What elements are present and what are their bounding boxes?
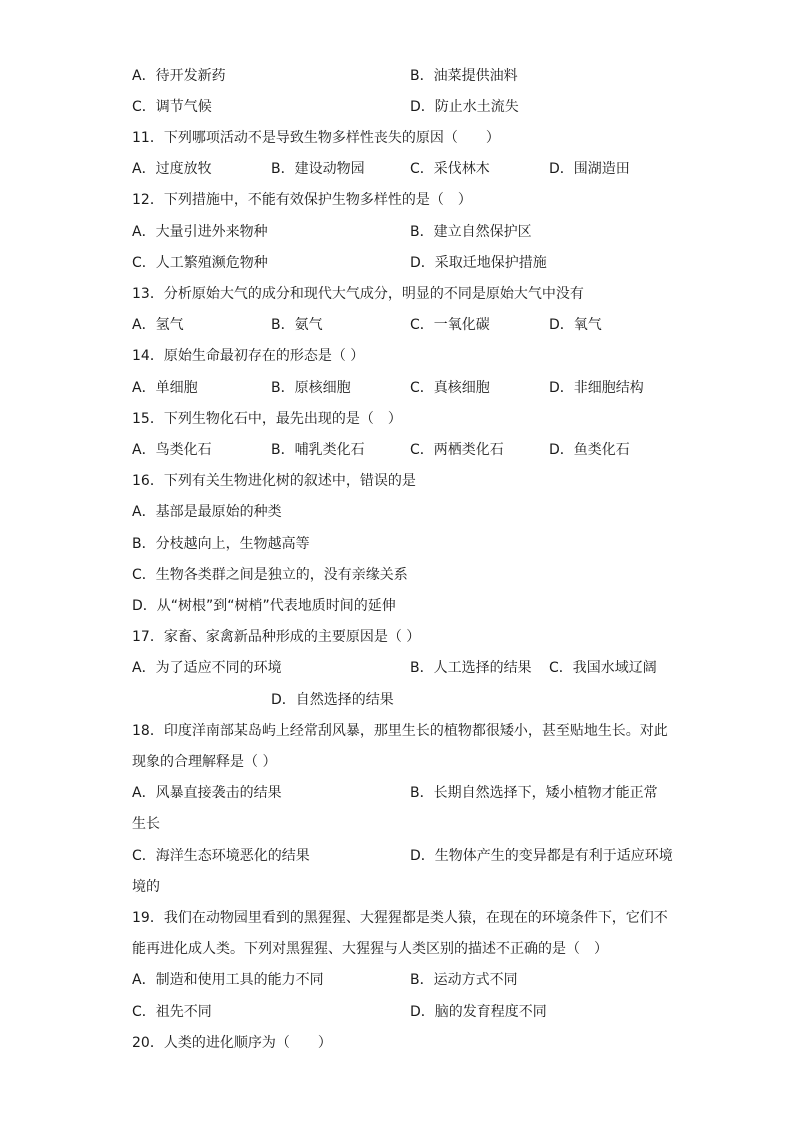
option-11-d: D．围湖造田 — [549, 161, 630, 177]
option-11-b: B．建设动物园 — [271, 161, 365, 177]
option-15-b: B．哺乳类化石 — [271, 442, 365, 458]
question-12: 12．下列措施中，不能有效保护生物多样性的是（ ） — [132, 192, 472, 208]
question-18-line-1: 18．印度洋南部某岛屿上经常刮风暴，那里生长的植物都很矮小，甚至贴地生长。对此 — [132, 723, 668, 739]
option-12-d: D．采取迁地保护措施 — [410, 255, 547, 271]
option-14-c: C．真核细胞 — [410, 380, 490, 396]
option-13-a: A．氢气 — [132, 317, 184, 333]
question-15: 15．下列生物化石中，最先出现的是（ ） — [132, 411, 402, 427]
question-13: 13．分析原始大气的成分和现代大气成分，明显的不同是原始大气中没有 — [132, 286, 584, 302]
option-13-c: C．一氧化碳 — [410, 317, 490, 333]
option-10-b: B．油菜提供油料 — [410, 68, 518, 84]
question-18-line-2: 现象的合理解释是（ ） — [132, 754, 277, 770]
option-12-a: A．大量引进外来物种 — [132, 224, 268, 240]
option-18-a: A．风暴直接袭击的结果 — [132, 785, 282, 801]
option-17-b: B．人工选择的结果 — [410, 660, 532, 676]
option-12-c: C．人工繁殖濒危物种 — [132, 255, 268, 271]
option-16-d: D．从“树根”到“树梢”代表地质时间的延伸 — [132, 598, 396, 614]
option-14-d: D．非细胞结构 — [549, 380, 644, 396]
option-14-b: B．原核细胞 — [271, 380, 351, 396]
option-18-b-continued: 生长 — [132, 816, 160, 832]
question-19-line-1: 19．我们在动物园里看到的黑猩猩、大猩猩都是类人猿，在现在的环境条件下，它们不 — [132, 910, 668, 926]
option-15-d: D．鱼类化石 — [549, 442, 630, 458]
option-18-d-continued: 境的 — [132, 879, 160, 895]
option-14-a: A．单细胞 — [132, 380, 198, 396]
question-14: 14．原始生命最初存在的形态是（ ） — [132, 348, 365, 364]
question-17: 17．家畜、家禽新品种形成的主要原因是（ ） — [132, 629, 421, 645]
option-16-c: C．生物各类群之间是独立的，没有亲缘关系 — [132, 567, 408, 583]
question-19-line-2: 能再进化成人类。下列对黑猩猩、大猩猩与人类区别的描述不正确的是（ ） — [132, 941, 608, 957]
option-17-d: D．自然选择的结果 — [271, 692, 394, 708]
question-16: 16．下列有关生物进化树的叙述中，错误的是 — [132, 473, 416, 489]
option-12-b: B．建立自然保护区 — [410, 224, 532, 240]
option-10-c: C．调节气候 — [132, 99, 212, 115]
option-11-c: C．采伐林木 — [410, 161, 490, 177]
option-19-a: A．制造和使用工具的能力不同 — [132, 972, 324, 988]
option-18-c: C．海洋生态环境恶化的结果 — [132, 848, 310, 864]
option-10-a: A．待开发新药 — [132, 68, 226, 84]
option-18-b: B．长期自然选择下，矮小植物才能正常 — [410, 785, 658, 801]
option-13-b: B．氨气 — [271, 317, 323, 333]
option-19-d: D．脑的发育程度不同 — [410, 1004, 547, 1020]
question-20: 20．人类的进化顺序为（ ） — [132, 1035, 332, 1051]
option-13-d: D．氧气 — [549, 317, 602, 333]
option-11-a: A．过度放牧 — [132, 161, 212, 177]
option-10-d: D．防止水土流失 — [410, 99, 519, 115]
option-15-a: A．鸟类化石 — [132, 442, 212, 458]
question-11: 11．下列哪项活动不是导致生物多样性丧失的原因（ ） — [132, 130, 500, 146]
option-19-c: C．祖先不同 — [132, 1004, 212, 1020]
option-19-b: B．运动方式不同 — [410, 972, 518, 988]
option-15-c: C．两栖类化石 — [410, 442, 504, 458]
option-16-a: A．基部是最原始的种类 — [132, 504, 282, 520]
option-17-c: C．我国水域辽阔 — [549, 660, 657, 676]
option-16-b: B．分枝越向上，生物越高等 — [132, 536, 310, 552]
option-17-a: A．为了适应不同的环境 — [132, 660, 282, 676]
option-18-d: D．生物体产生的变异都是有利于适应环境 — [410, 848, 673, 864]
